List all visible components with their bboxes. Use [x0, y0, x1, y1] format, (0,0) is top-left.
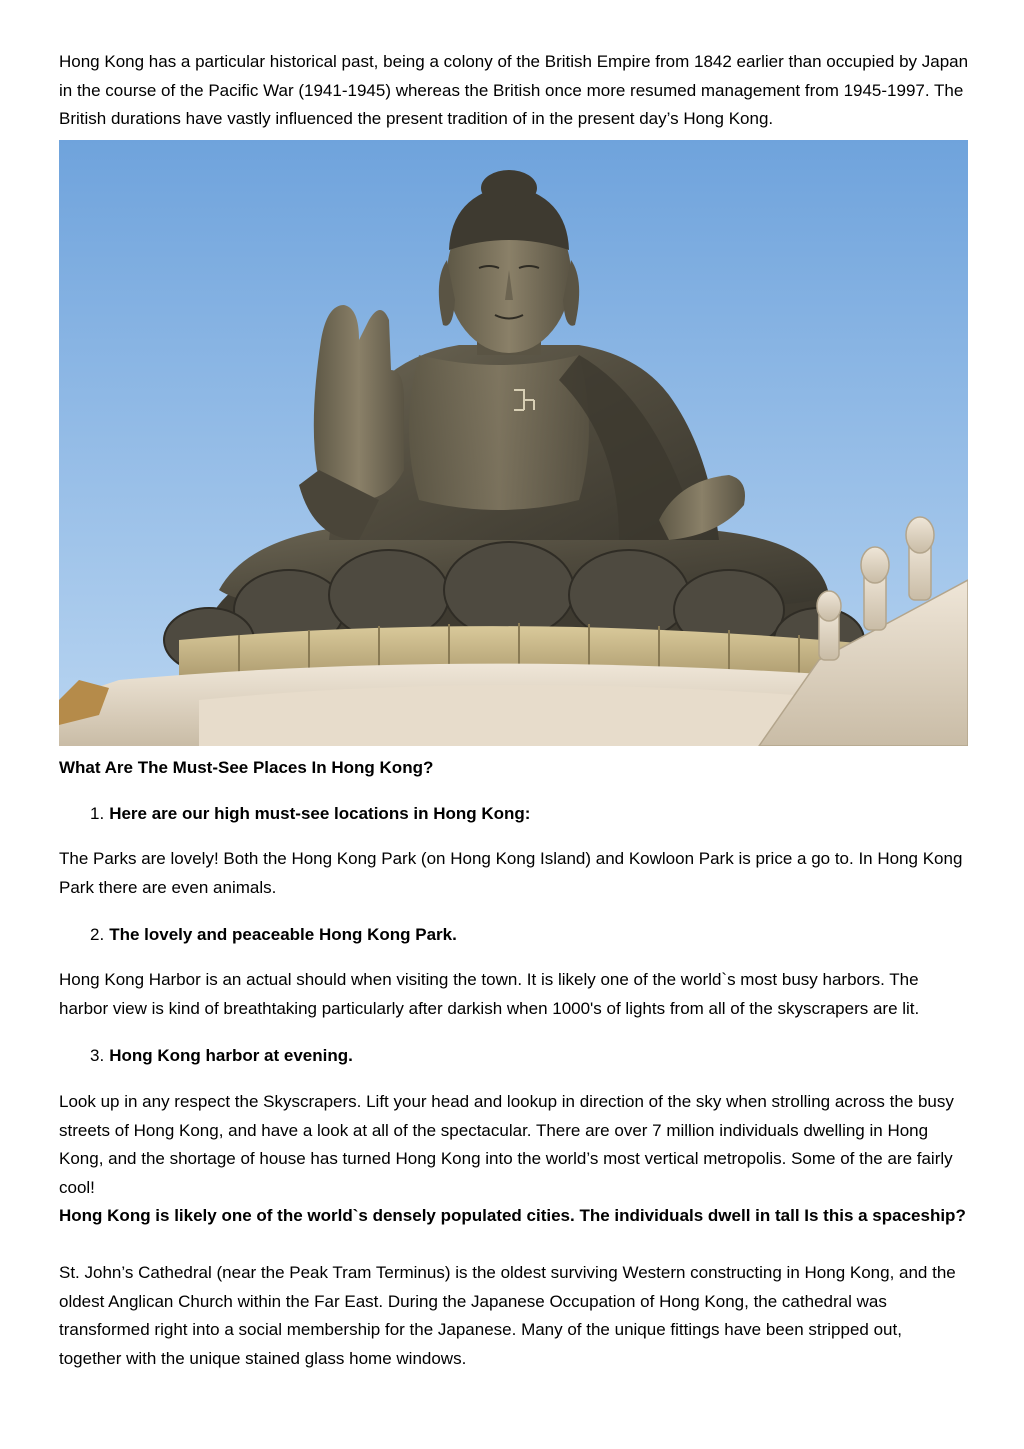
- list-item-1: [90, 800, 530, 828]
- skyscrapers-paragraph: Look up in any respect the Skyscrapers. Lift your head and lookup in direction of the sky when strolling across the busy streets of Hong Kong, and have a look at all of the spectacular. There are over 7 million individuals dwelling in Hong Kong, and the shortage of house has turned Hong Kong into the world’s most vertical metropolis. Some of the are fairly cool!: [59, 1092, 954, 1197]
- buddha-statue-photo: [59, 140, 968, 746]
- densely-populated-paragraph: Hong Kong is likely one of the world`s densely populated cities. The individuals dwell in tall Is this a spaceship?: [59, 1206, 966, 1225]
- harbor-paragraph: Hong Kong Harbor is an actual should when visiting the town. It is likely one of the world`s most busy harbors. The harbor view is kind of breathtaking particularly after darkish when 1000's of lights from all of the skyscrapers are lit.: [59, 970, 920, 1018]
- section-heading: What Are The Must-See Places In Hong Kong?: [59, 758, 434, 777]
- parks-paragraph: The Parks are lovely! Both the Hong Kong Park (on Hong Kong Island) and Kowloon Park is price a go to. In Hong Kong Park there are even animals.: [59, 849, 963, 897]
- list-title: Hong Kong harbor at evening.: [109, 1046, 353, 1065]
- list-item-2: [90, 921, 457, 949]
- list-number: 2.: [90, 925, 105, 944]
- intro-paragraph: Hong Kong has a particular historical past, being a colony of the British Empire from 1842 earlier than occupied by Japan in the course of the Pacific War (1941-1945) whereas the British once more resumed management from 1945-1997. The British durations have vastly influenced the present tradition of in the present day’s Hong Kong.: [59, 52, 969, 128]
- list-item-3: [90, 1042, 353, 1070]
- cathedral-paragraph: St. John’s Cathedral (near the Peak Tram Terminus) is the oldest surviving Western constructing in Hong Kong, and the oldest Anglican Church within the Far East. During the Japanese Occupation of Hong Kong, the cathedral was transformed right into a social membership for the Japanese. Many of the unique fittings have been stripped out, together with the unique stained glass home windows.: [59, 1263, 956, 1368]
- list-number: 3.: [90, 1046, 105, 1065]
- list-title: Here are our high must-see locations in Hong Kong:: [109, 804, 531, 823]
- list-title: The lovely and peaceable Hong Kong Park.: [109, 925, 457, 944]
- list-number: 1.: [90, 804, 105, 823]
